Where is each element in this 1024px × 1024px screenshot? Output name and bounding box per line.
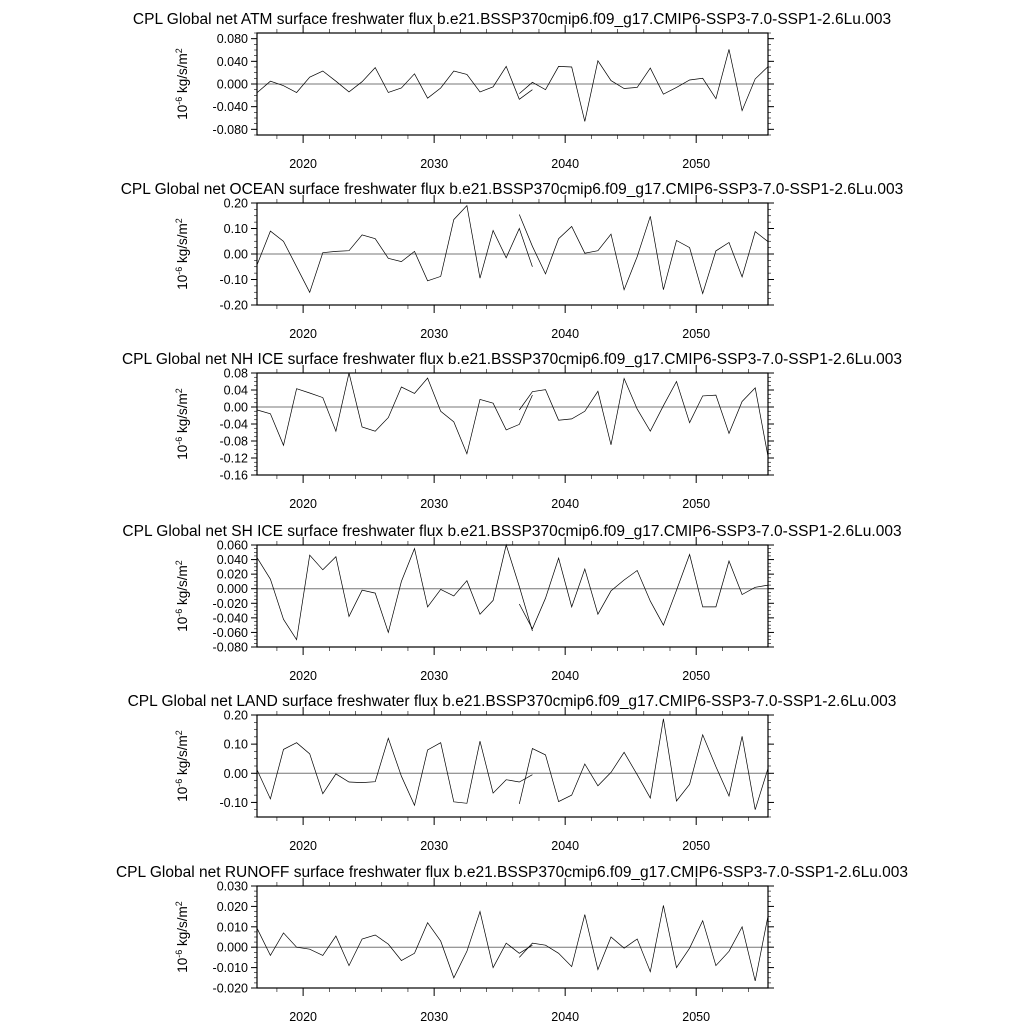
y-axis-label-unit: kg/s/m (175, 53, 190, 97)
panel-title: CPL Global net LAND surface freshwater flux b.e21.BSSP370cmip6.f09_g17.CMIP6-SSP3-7.0-SSP1-2.6Lu.003 (127, 693, 897, 710)
y-axis-label-exp: -6 (174, 608, 184, 617)
panel-5 (128, 693, 897, 853)
x-tick-label: 2020 (289, 327, 318, 341)
y-tick-label: 0.000 (216, 77, 248, 92)
x-tick-label: 2020 (289, 1010, 318, 1024)
x-tick-label: 2030 (420, 669, 449, 683)
x-tick-label: 2020 (289, 839, 318, 853)
series-line-run2 (519, 905, 768, 981)
y-axis-label-unit: kg/s/m (175, 906, 190, 950)
y-tick-label: 0.20 (223, 196, 248, 211)
x-tick-label: 2050 (682, 669, 711, 683)
plot-frame (257, 715, 768, 817)
y-axis-label-sup: 2 (174, 48, 184, 54)
y-tick-label: 0.00 (223, 400, 248, 415)
y-axis-label-sup: 2 (174, 388, 184, 394)
series-line-run1 (257, 373, 532, 454)
x-tick-label: 2050 (682, 839, 711, 853)
series-line-run2 (519, 555, 768, 629)
panel-title: CPL Global net NH ICE surface freshwater flux b.e21.BSSP370cmip6.f09_g17.CMIP6-SSP3-7.0-SSP1-2.6Lu.003 (121, 351, 903, 368)
panel-title: CPL Global net RUNOFF surface freshwater flux b.e21.BSSP370cmip6.f09_g17.CMIP6-SSP3-7.0-SSP1-2.6Lu.003 (115, 864, 909, 881)
y-axis-label (174, 218, 190, 290)
x-tick-label: 2020 (289, 669, 318, 683)
y-axis-label (174, 388, 190, 460)
x-tick-label: 2030 (420, 1010, 449, 1024)
y-tick-label: 0.20 (223, 708, 248, 723)
y-tick-label: 0.04 (223, 383, 248, 398)
y-axis-label-unit: kg/s/m (175, 735, 190, 779)
y-tick-label: 0.00 (223, 766, 248, 781)
y-axis-label-base: 10 (175, 274, 190, 290)
panel-3 (122, 351, 902, 511)
x-tick-label: 2040 (551, 327, 580, 341)
y-tick-label: -0.10 (219, 795, 248, 810)
x-tick-label: 2040 (551, 157, 580, 171)
series-line-run2 (519, 49, 768, 121)
y-tick-label: 0.060 (216, 538, 248, 553)
y-axis-label-sup: 2 (174, 901, 184, 907)
y-tick-label: -0.04 (219, 417, 248, 432)
y-axis-label (174, 48, 190, 120)
x-tick-label: 2050 (682, 327, 711, 341)
y-tick-label: 0.000 (216, 582, 248, 597)
series-line-run2 (519, 719, 768, 810)
y-tick-label: -0.08 (219, 434, 248, 449)
series-line-run2 (519, 379, 768, 459)
y-axis-label-base: 10 (175, 616, 190, 632)
y-axis-label-exp: -6 (174, 778, 184, 787)
y-tick-label: -0.020 (212, 981, 248, 996)
x-tick-label: 2050 (682, 1010, 711, 1024)
x-tick-label: 2030 (420, 497, 449, 511)
plot-frame (257, 373, 768, 475)
panel-title: CPL Global net ATM surface freshwater flux b.e21.BSSP370cmip6.f09_g17.CMIP6-SSP3-7.0-SSP1-2.6Lu.003 (132, 11, 892, 28)
y-tick-label: 0.10 (223, 737, 248, 752)
y-tick-label: 0.080 (216, 32, 248, 47)
y-axis-label (174, 730, 190, 802)
y-tick-label: 0.030 (216, 879, 248, 894)
series-line-run1 (257, 66, 532, 99)
y-tick-label: 0.010 (216, 920, 248, 935)
y-tick-label: -0.16 (219, 468, 248, 483)
x-tick-label: 2030 (420, 839, 449, 853)
y-tick-label: 0.000 (216, 940, 248, 955)
y-tick-label: -0.010 (212, 961, 248, 976)
series-line-run1 (257, 912, 532, 978)
y-axis-label-base: 10 (175, 786, 190, 802)
y-axis-label-unit: kg/s/m (175, 393, 190, 437)
panel-title: CPL Global net OCEAN surface freshwater flux b.e21.BSSP370cmip6.f09_g17.CMIP6-SSP3-7.0-SSP1-2.6Lu.003 (120, 181, 904, 198)
series-line-run1 (257, 206, 532, 293)
y-axis-label-base: 10 (175, 444, 190, 460)
x-tick-label: 2040 (551, 497, 580, 511)
y-axis-label-sup: 2 (174, 730, 184, 736)
series-line-run1 (257, 545, 532, 640)
y-tick-label: -0.040 (212, 611, 248, 626)
y-tick-label: -0.20 (219, 298, 248, 313)
y-tick-label: 0.00 (223, 247, 248, 262)
y-axis-label-base: 10 (175, 957, 190, 973)
x-tick-label: 2030 (420, 327, 449, 341)
y-tick-label: 0.08 (223, 366, 248, 381)
y-tick-label: 0.040 (216, 54, 248, 69)
panel-1 (133, 11, 891, 171)
plot-frame (257, 886, 768, 988)
y-axis-label-sup: 2 (174, 560, 184, 566)
y-axis-label-exp: -6 (174, 949, 184, 958)
y-tick-label: -0.080 (212, 122, 248, 137)
y-axis-label-exp: -6 (174, 96, 184, 105)
series-line-run1 (257, 738, 532, 805)
panel-title: CPL Global net SH ICE surface freshwater flux b.e21.BSSP370cmip6.f09_g17.CMIP6-SSP3-7.0-SSP1-2.6Lu.003 (122, 523, 902, 540)
x-tick-label: 2050 (682, 497, 711, 511)
x-tick-label: 2050 (682, 157, 711, 171)
y-tick-label: -0.10 (219, 273, 248, 287)
y-axis-label (174, 901, 190, 973)
y-axis-label (174, 560, 190, 632)
panel-2 (121, 181, 904, 341)
y-tick-label: 0.020 (216, 567, 248, 582)
y-tick-label: -0.080 (212, 640, 248, 655)
x-tick-label: 2020 (289, 157, 318, 171)
y-tick-label: -0.020 (212, 596, 248, 611)
panel-4 (122, 523, 901, 683)
y-tick-label: -0.12 (219, 451, 248, 466)
y-tick-label: -0.060 (212, 625, 248, 640)
y-axis-label-exp: -6 (174, 266, 184, 275)
y-tick-label: 0.020 (216, 899, 248, 914)
y-axis-label-unit: kg/s/m (175, 565, 190, 609)
y-axis-label-sup: 2 (174, 218, 184, 224)
panel-6 (116, 864, 908, 1024)
x-tick-label: 2040 (551, 1010, 580, 1024)
y-axis-label-base: 10 (175, 104, 190, 120)
y-axis-label-unit: kg/s/m (175, 223, 190, 267)
y-tick-label: -0.040 (212, 100, 248, 115)
x-tick-label: 2040 (551, 839, 580, 853)
y-axis-label-exp: -6 (174, 436, 184, 445)
y-tick-label: 0.10 (223, 222, 248, 236)
x-tick-label: 2020 (289, 497, 318, 511)
y-tick-label: 0.040 (216, 553, 248, 568)
x-tick-label: 2040 (551, 669, 580, 683)
x-tick-label: 2030 (420, 157, 449, 171)
